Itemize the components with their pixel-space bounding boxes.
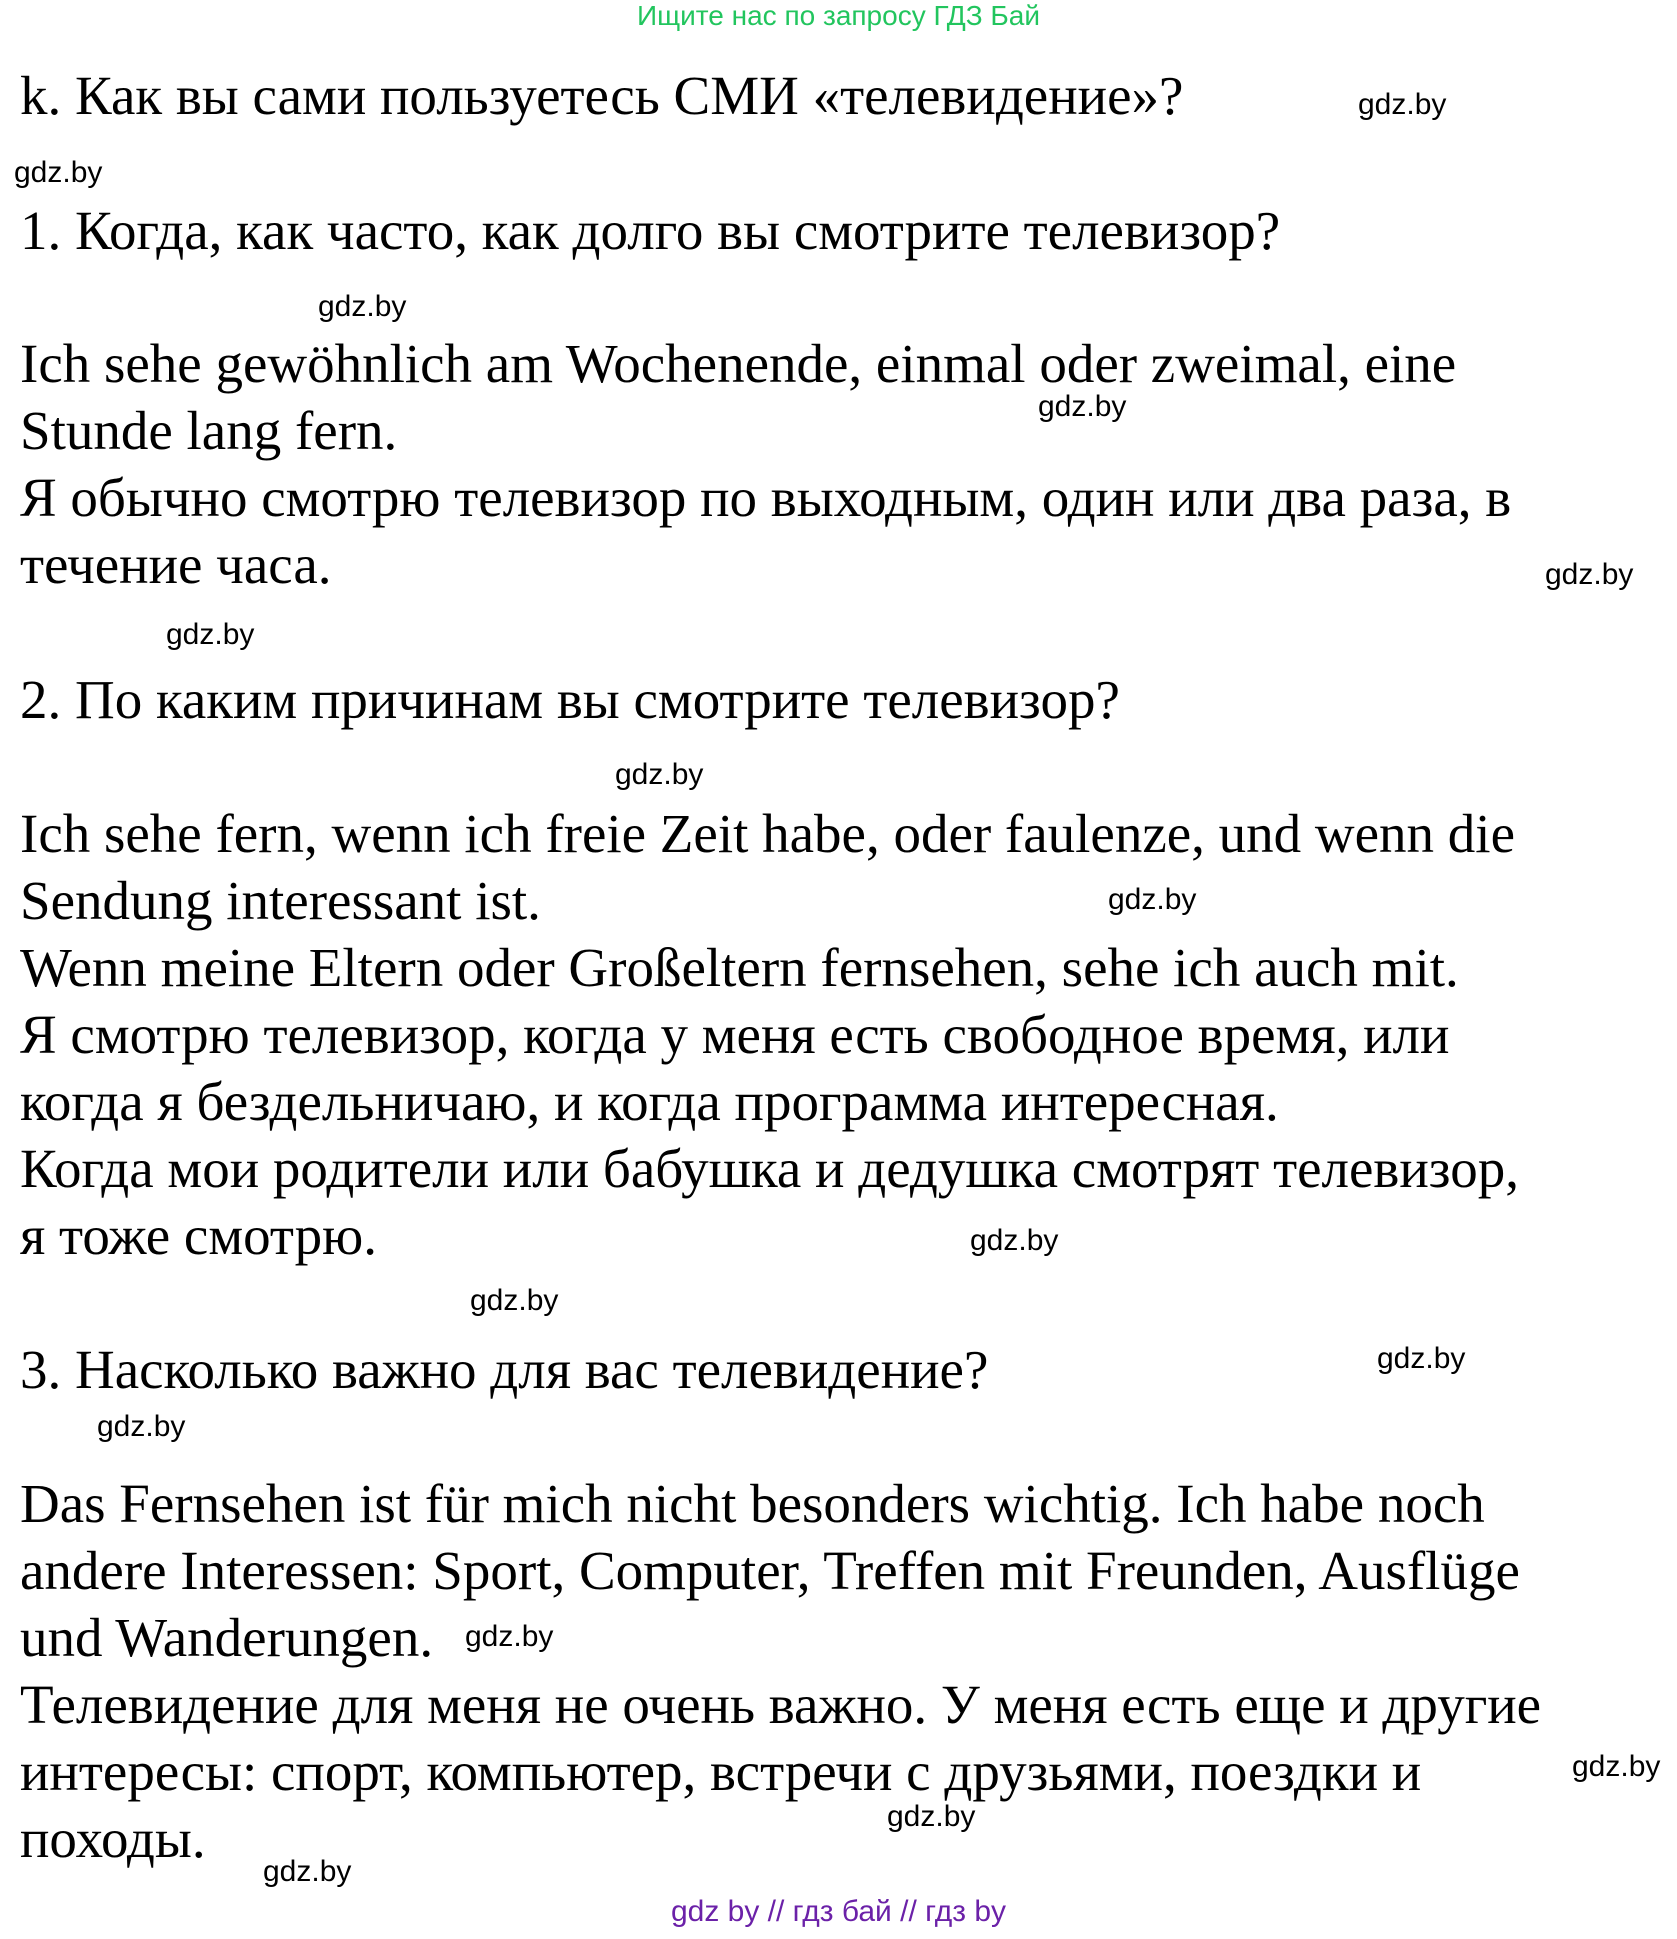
answer-2-line-2: Sendung interessant ist. bbox=[20, 870, 541, 931]
answer-3-line-5: интересы: спорт, компьютер, встречи с друзьями, поездки и bbox=[20, 1741, 1422, 1802]
watermark: gdz.by bbox=[970, 1224, 1059, 1257]
page-title: k. Как вы сами пользуетесь СМИ «телевидение»? bbox=[20, 65, 1184, 126]
answer-2-line-3: Wenn meine Eltern oder Großeltern fernsehen, sehe ich auch mit. bbox=[20, 937, 1459, 998]
answer-1-line-1: Ich sehe gewöhnlich am Wochenende, einmal oder zweimal, eine bbox=[20, 333, 1457, 394]
answer-1-line-2: Stunde lang fern. bbox=[20, 400, 398, 461]
watermark: gdz.by bbox=[1545, 558, 1634, 591]
answer-1-line-3: Я обычно смотрю телевизор по выходным, один или два раза, в bbox=[20, 467, 1512, 528]
watermark: gdz.by bbox=[470, 1284, 559, 1317]
answer-2-line-4: Я смотрю телевизор, когда у меня есть свободное время, или bbox=[20, 1004, 1450, 1065]
footer-links: gdz by // гдз бай // гдз by bbox=[670, 1895, 1007, 1928]
watermark: gdz.by bbox=[1108, 883, 1197, 916]
answer-2-line-6: Когда мои родители или бабушка и дедушка смотрят телевизор, bbox=[20, 1138, 1519, 1199]
watermark: gdz.by bbox=[263, 1855, 352, 1888]
answer-3-line-3: und Wanderungen. bbox=[20, 1607, 434, 1668]
search-hint-banner: Ищите нас по запросу ГДЗ Бай bbox=[636, 0, 1041, 31]
question-3: 3. Насколько важно для вас телевидение? bbox=[20, 1339, 989, 1400]
answer-3-line-4: Телевидение для меня не очень важно. У меня есть еще и другие bbox=[20, 1674, 1542, 1735]
answer-3-line-2: andere Interessen: Sport, Computer, Treffen mit Freunden, Ausflüge bbox=[20, 1540, 1520, 1601]
question-1: 1. Когда, как часто, как долго вы смотрите телевизор? bbox=[20, 200, 1281, 261]
answer-3-line-6: походы. bbox=[20, 1808, 206, 1869]
watermark: gdz.by bbox=[615, 758, 704, 791]
watermark: gdz.by bbox=[97, 1410, 186, 1443]
watermark: gdz.by bbox=[465, 1620, 554, 1653]
answer-2-line-1: Ich sehe fern, wenn ich freie Zeit habe, oder faulenze, und wenn die bbox=[20, 803, 1515, 864]
watermark: gdz.by bbox=[166, 618, 255, 651]
watermark: gdz.by bbox=[1377, 1342, 1466, 1375]
watermark: gdz.by bbox=[1038, 390, 1127, 423]
watermark: gdz.by bbox=[1358, 88, 1447, 121]
watermark: gdz.by bbox=[318, 290, 407, 323]
answer-2-line-7: я тоже смотрю. bbox=[20, 1205, 377, 1266]
answer-3-line-1: Das Fernsehen ist für mich nicht besonders wichtig. Ich habe noch bbox=[20, 1473, 1485, 1534]
watermark: gdz.by bbox=[1572, 1750, 1661, 1783]
answer-1-line-4: течение часа. bbox=[20, 534, 332, 595]
question-2: 2. По каким причинам вы смотрите телевизор? bbox=[20, 669, 1120, 730]
watermark: gdz.by bbox=[14, 156, 103, 189]
answer-2-line-5: когда я бездельничаю, и когда программа интересная. bbox=[20, 1071, 1279, 1132]
watermark: gdz.by bbox=[887, 1800, 976, 1833]
